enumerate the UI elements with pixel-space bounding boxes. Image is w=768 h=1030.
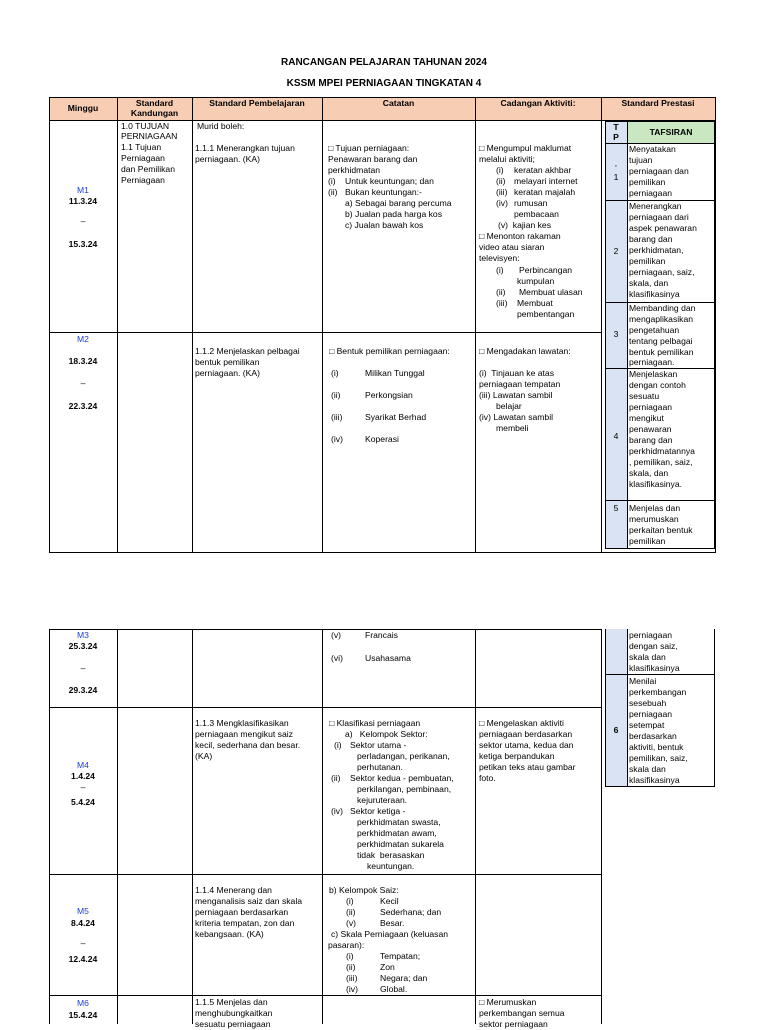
tafsiran-text: perniagaan dan — [629, 166, 689, 176]
catatan-num: (ii) — [331, 390, 341, 400]
sp-item: bentuk pemilikan — [195, 357, 260, 367]
tafsiran-text: Menyatakan — [629, 144, 676, 154]
cadangan-line: pembentangan — [517, 309, 575, 319]
catatan-line: perkilangan, pembinaan, — [357, 784, 452, 794]
catatan-num: (iv) — [346, 984, 358, 994]
sp-item: perniagaan berdasarkan — [195, 907, 289, 917]
tafsiran-text: dengan contoh — [629, 380, 686, 390]
cadangan-line: ketiga berpandukan — [479, 751, 555, 761]
tafsiran-text: tujuan — [629, 155, 653, 165]
cadangan-num: (i) — [496, 165, 504, 175]
catatan-line: perkhidmatan sukarela — [357, 839, 444, 849]
tp-level: 2 — [613, 246, 619, 256]
cadangan-line: □ Mengelaskan aktiviti — [479, 718, 564, 728]
sk-line: Perniagaan — [121, 175, 165, 185]
week-dash: – — [80, 216, 86, 226]
tafsiran-text: perniagaan — [629, 402, 673, 412]
catatan-line: Zon — [380, 962, 395, 972]
tafsiran-text: aspek penawaran — [629, 223, 697, 233]
week-start-date: 15.4.24 — [68, 1010, 98, 1020]
header-catatan: Catatan — [382, 98, 415, 108]
cadangan-line: □ Mengadakan lawatan: — [479, 346, 571, 356]
sp-item: kebangsaan. (KA) — [195, 929, 264, 939]
cadangan-line: rumusan — [514, 198, 548, 208]
tp-level: 5 — [613, 503, 619, 513]
catatan-line: a) Kelompok Sektor: — [345, 729, 428, 739]
catatan-line: Sektor kedua - pembuatan, — [350, 773, 454, 783]
tafsiran-text: pemilikan — [629, 536, 666, 546]
tafsiran-text: klasifikasinya — [629, 663, 680, 673]
tp-header-p: P — [613, 132, 619, 142]
document-subtitle: KSSM MPEI PERNIAGAAN TINGKATAN 4 — [286, 78, 482, 89]
cadangan-line: Membuat — [517, 298, 553, 308]
catatan-line: □ Bentuk pemilikan perniagaan: — [329, 346, 450, 356]
catatan-line: □ Tujuan perniagaan: — [328, 143, 410, 153]
catatan-line: perkhidmatan awam, — [357, 828, 437, 838]
tafsiran-text: mengaplikasikan — [629, 314, 694, 324]
catatan-line: Sederhana; dan — [380, 907, 442, 917]
catatan-num: (v) — [331, 630, 342, 640]
tafsiran-text: Menjelas dan — [629, 503, 681, 513]
sp-murid-boleh: Murid boleh: — [197, 121, 245, 131]
catatan-num: (vi) — [331, 653, 343, 663]
tafsiran-text: Menilai — [629, 676, 657, 686]
sp-item: 1.1.2 Menjelaskan pelbagai — [195, 346, 300, 356]
tafsiran-text: perniagaan dari — [629, 212, 689, 222]
catatan-line: keuntungan. — [367, 861, 415, 871]
cadangan-line: keratan majalah — [514, 187, 576, 197]
week-code: M2 — [77, 334, 89, 344]
catatan-line: Untuk keuntungan; dan — [345, 176, 434, 186]
sp-item: 1.1.4 Menerang dan — [195, 885, 272, 895]
tp-header-t: T — [613, 122, 619, 132]
sk-line: 1.0 TUJUAN — [121, 121, 170, 131]
cadangan-line: membeli — [496, 423, 529, 433]
tafsiran-text: barang dan — [629, 234, 673, 244]
catatan-num: (iv) — [331, 434, 343, 444]
catatan-line: □ Klasifikasi perniagaan — [329, 718, 421, 728]
cadangan-line: video atau siaran — [479, 242, 545, 252]
week-code: M3 — [77, 630, 89, 640]
cadangan-line: perniagaan berdasarkan — [479, 729, 573, 739]
tafsiran-text: klasifikasinya — [629, 289, 680, 299]
catatan-line: Sektor ketiga - — [350, 806, 406, 816]
sp-item: kriteria tempatan, zon dan — [195, 918, 295, 928]
cadangan-line: (i) Tinjauan ke atas — [479, 368, 554, 378]
tafsiran-text: klasifikasinya — [629, 775, 680, 785]
catatan-num: (ii) — [346, 907, 356, 917]
catatan-num: (iii) — [331, 412, 343, 422]
document-title: RANCANGAN PELAJARAN TAHUNAN 2024 — [281, 57, 487, 68]
tafsiran-text: pengetahuan — [629, 325, 680, 335]
week-end-date: 22.3.24 — [68, 401, 98, 411]
tafsiran-text: perkembangan — [629, 687, 687, 697]
catatan-line: Sektor utama - — [350, 740, 407, 750]
tafsiran-text: perniagaan — [629, 709, 673, 719]
cadangan-line: keratan akhbar — [514, 165, 572, 175]
cadangan-line: Perbincangan — [519, 265, 573, 275]
week-start-date: 8.4.24 — [71, 918, 95, 928]
tafsiran-text: merumuskan — [629, 514, 679, 524]
sp-item: 1.1.5 Menjelas dan — [195, 997, 268, 1007]
tp-level-column — [606, 629, 627, 786]
tafsiran-text: , pemilikan, saiz, — [629, 457, 693, 467]
tafsiran-text: skala dan — [629, 764, 666, 774]
cadangan-line: televisyen: — [479, 253, 520, 263]
sk-line: dan Pemilikan — [121, 164, 175, 174]
tafsiran-text: pemilikan, saiz, — [629, 753, 688, 763]
sp-item: sesuatu perniagaan — [195, 1019, 271, 1029]
week-start-date: 11.3.24 — [68, 196, 98, 206]
tafsiran-text: Membanding dan — [629, 303, 696, 313]
catatan-line: perkhidmatan — [328, 165, 381, 175]
catatan-line: perhutanan. — [357, 762, 403, 772]
week-dash: – — [80, 378, 86, 388]
tafsiran-text: perniagaan, saiz, — [629, 267, 695, 277]
cadangan-line: Membuat ulasan — [519, 287, 583, 297]
sp-item: (KA) — [195, 751, 213, 761]
catatan-line: Koperasi — [365, 434, 399, 444]
week-dash: – — [80, 782, 86, 792]
sp-item: kecil, sederhana dan besar. — [195, 740, 301, 750]
header-standard-pembelajaran: Standard Pembelajaran — [209, 98, 305, 108]
cadangan-num: (iv) — [496, 198, 508, 208]
catatan-line: perkhidmatan swasta, — [357, 817, 441, 827]
catatan-line: c) Jualan bawah kos — [345, 220, 424, 230]
cadangan-line: foto. — [479, 773, 496, 783]
header-standard-prestasi: Standard Prestasi — [621, 98, 695, 108]
cadangan-line: melayari internet — [514, 176, 578, 186]
catatan-line: Global. — [380, 984, 408, 994]
week-code: M5 — [77, 906, 89, 916]
catatan-line: Negara; dan — [380, 973, 428, 983]
catatan-line: Bukan keuntungan:- — [345, 187, 422, 197]
tafsiran-text: bentuk pemilikan — [629, 347, 694, 357]
week-start-date: 25.3.24 — [68, 641, 98, 651]
tafsiran-text: barang dan — [629, 435, 673, 445]
catatan-line: pasaran): — [328, 940, 365, 950]
catatan-num: (i) — [334, 740, 342, 750]
catatan-line: b) Jualan pada harga kos — [345, 209, 442, 219]
catatan-line: c) Skala Perniagaan (keluasan — [331, 929, 449, 939]
catatan-line: Syarikat Berhad — [365, 412, 427, 422]
cadangan-line: (v) kajian kes — [498, 220, 552, 230]
catatan-line: kejuruteraan. — [357, 795, 408, 805]
tafsiran-text: skala, dan — [629, 468, 669, 478]
catatan-line: b) Kelompok Saiz: — [329, 885, 399, 895]
week-code: M1 — [77, 185, 89, 195]
sp-item: 1.1.1 Menerangkan tujuan — [195, 143, 295, 153]
tafsiran-text: mengikut — [629, 413, 664, 423]
catatan-line: Milikan Tunggal — [365, 368, 425, 378]
cadangan-num: (iii) — [496, 298, 508, 308]
catatan-num: (v) — [346, 918, 357, 928]
sk-line: Perniagaan — [121, 153, 165, 163]
tafsiran-text: perniagaan — [629, 188, 673, 198]
week-dash: – — [80, 663, 86, 673]
tp-level: 3 — [613, 329, 619, 339]
week-code: M4 — [77, 760, 89, 770]
week-code: M6 — [77, 998, 89, 1008]
catatan-line: Perkongsian — [365, 390, 413, 400]
catatan-line: Kecil — [380, 896, 399, 906]
cadangan-line: □ Merumuskan — [479, 997, 537, 1007]
tafsiran-text: perkaitan bentuk — [629, 525, 693, 535]
tafsiran-text: tentang pelbagai — [629, 336, 693, 346]
tafsiran-text: perniagaan. — [629, 357, 675, 367]
sp-item: 1.1.3 Mengklasifikasikan — [195, 718, 289, 728]
header-standard-kandungan-1: Standard — [135, 98, 174, 108]
sk-line: PERNIAGAAN — [121, 131, 178, 141]
catatan-num: (ii) — [328, 187, 338, 197]
cadangan-line: (iv) Lawatan sambil — [479, 412, 554, 422]
tafsiran-text: sesebuah — [629, 698, 667, 708]
tafsiran-text: sesuatu — [629, 391, 660, 401]
tafsiran-text: dengan saiz, — [629, 641, 678, 651]
cadangan-line: belajar — [496, 401, 522, 411]
cadangan-num: (i) — [496, 265, 504, 275]
catatan-num: (iii) — [346, 973, 358, 983]
cadangan-line: melalui aktiviti; — [479, 154, 535, 164]
cadangan-line: perniagaan tempatan — [479, 379, 561, 389]
cadangan-line: pembacaan — [514, 209, 559, 219]
tafsiran-text: pemilikan — [629, 177, 666, 187]
tp-level: 1 — [613, 172, 619, 182]
sp-item: menganalisis saiz dan skala — [195, 896, 303, 906]
tafsiran-text: skala dan — [629, 652, 666, 662]
header-minggu: Minggu — [67, 103, 99, 113]
catatan-line: Besar. — [380, 918, 405, 928]
catatan-line: Francais — [365, 630, 398, 640]
cadangan-line: sektor utama, kedua dan — [479, 740, 574, 750]
week-start-date: 1.4.24 — [71, 771, 95, 781]
tafsiran-text: skala, dan — [629, 278, 669, 288]
sp-item: perniagaan mengikut saiz — [195, 729, 293, 739]
tp-level: 4 — [613, 431, 619, 441]
tafsiran-text: perniagaan — [629, 630, 673, 640]
cadangan-line: (iii) Lawatan sambil — [479, 390, 553, 400]
cadangan-line: sektor perniagaan — [479, 1019, 548, 1029]
cadangan-line: □ Menonton rakaman — [479, 231, 561, 241]
catatan-line: Tempatan; — [380, 951, 421, 961]
tafsiran-text: aktiviti, bentuk — [629, 742, 684, 752]
tafsiran-text: perkhidmatan, — [629, 245, 684, 255]
week-dash: – — [80, 938, 86, 948]
cadangan-num: (ii) — [496, 176, 506, 186]
cadangan-num: (ii) — [496, 287, 506, 297]
tafsiran-text: berdasarkan — [629, 731, 677, 741]
tafsiran-text: Menerangkan — [629, 201, 682, 211]
cadangan-line: kumpulan — [517, 276, 555, 286]
catatan-line: Usahasama — [365, 653, 411, 663]
cadangan-line: petikan teks atau gambar — [479, 762, 576, 772]
week-end-date: 12.4.24 — [68, 954, 98, 964]
catatan-num: (ii) — [346, 962, 356, 972]
header-cadangan-aktiviti: Cadangan Aktiviti: — [500, 98, 576, 108]
catatan-line: a) Sebagai barang percuma — [345, 198, 452, 208]
week-start-date: 18.3.24 — [68, 356, 98, 366]
tp-level: 6 — [613, 725, 619, 735]
catatan-line: tidak berasaskan — [357, 850, 425, 860]
catatan-line: Penawaran barang dan — [328, 154, 418, 164]
tafsiran-text: pemilikan — [629, 256, 666, 266]
catatan-num: (i) — [328, 176, 336, 186]
sk-line: 1.1 Tujuan — [121, 142, 162, 152]
header-standard-kandungan-2: Kandungan — [130, 108, 179, 118]
week-end-date: 5.4.24 — [71, 797, 95, 807]
catatan-num: (ii) — [331, 773, 341, 783]
tp-level-mark: ' — [615, 163, 617, 173]
cadangan-line: perkembangan semua — [479, 1008, 565, 1018]
sp-item: menghubungkaitkan — [195, 1008, 273, 1018]
cadangan-num: (iii) — [496, 187, 508, 197]
tafsiran-text: klasifikasinya. — [629, 479, 683, 489]
tafsiran-header: TAFSIRAN — [649, 127, 693, 137]
tafsiran-text: setempat — [629, 720, 665, 730]
tafsiran-text: perkhidmatannya — [629, 446, 695, 456]
catatan-line: perladangan, perikanan, — [357, 751, 450, 761]
catatan-num: (i) — [331, 368, 339, 378]
cadangan-line: □ Mengumpul maklumat — [479, 143, 572, 153]
week-end-date: 29.3.24 — [68, 685, 98, 695]
tafsiran-text: Menjelaskan — [629, 369, 678, 379]
week-end-date: 15.3.24 — [68, 239, 98, 249]
tafsiran-text: penawaran — [629, 424, 672, 434]
catatan-num: (i) — [346, 896, 354, 906]
sp-item: perniagaan. (KA) — [195, 154, 260, 164]
sp-item: perniagaan. (KA) — [195, 368, 260, 378]
catatan-num: (iv) — [331, 806, 343, 816]
catatan-num: (i) — [346, 951, 354, 961]
